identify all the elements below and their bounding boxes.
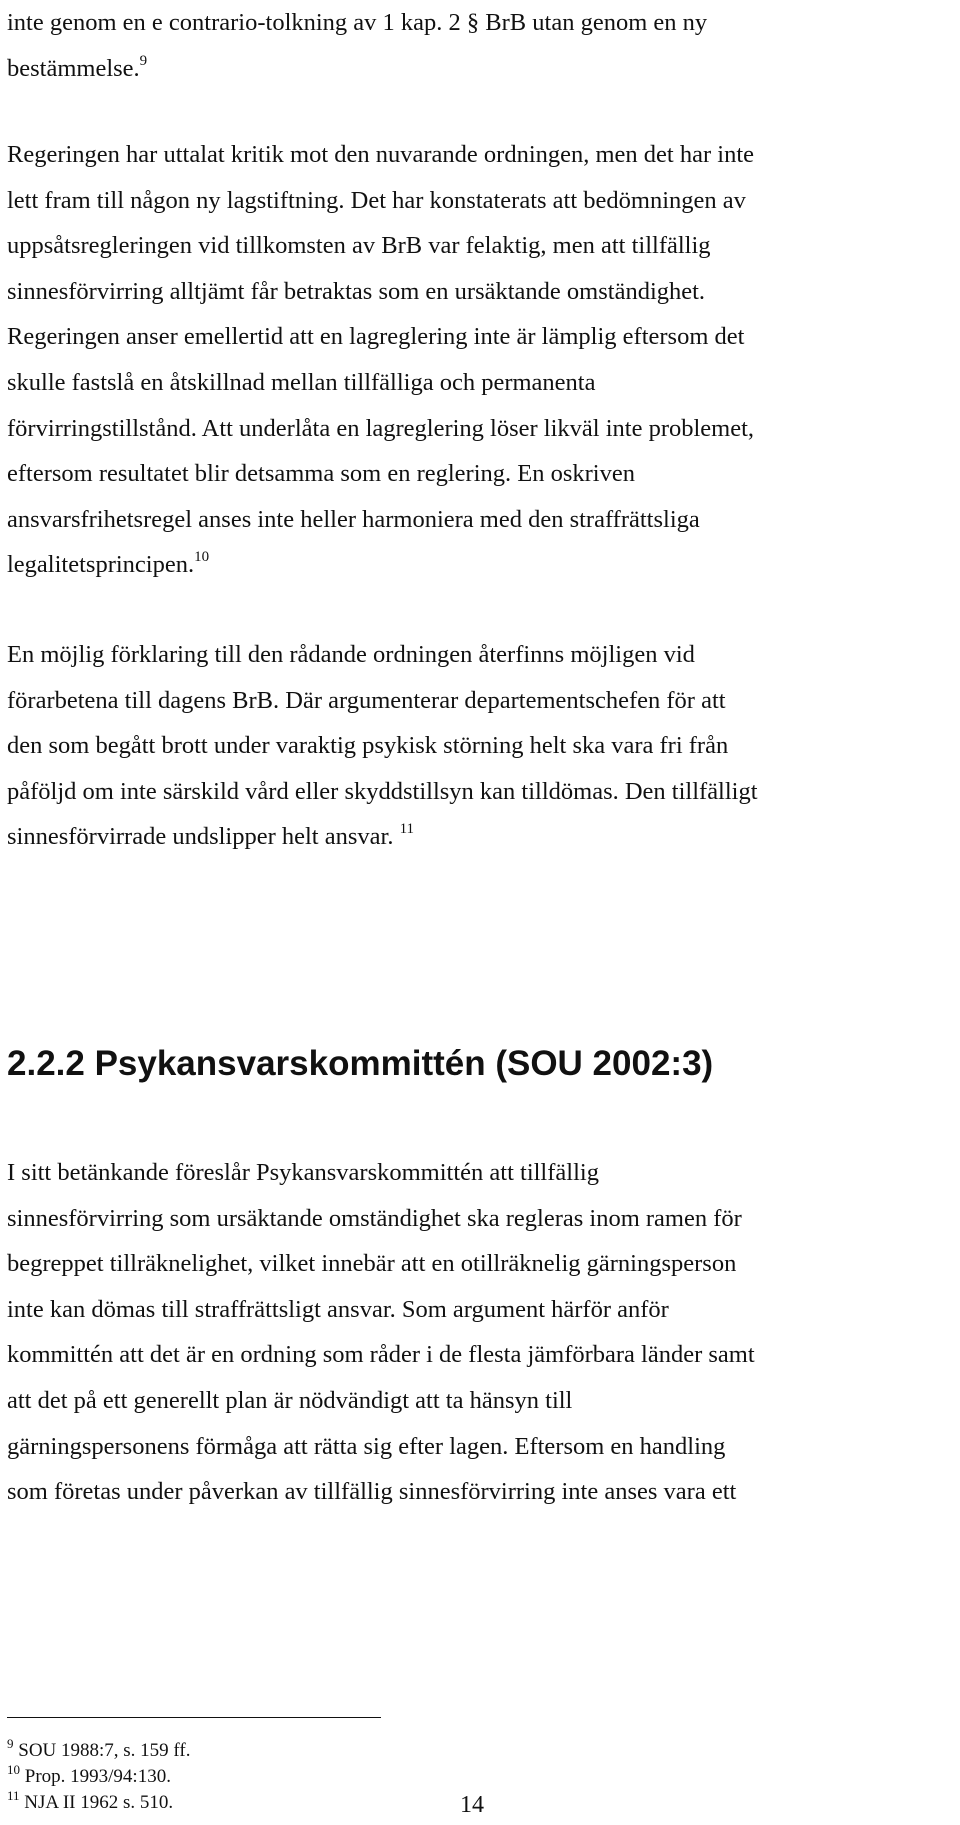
footnote-ref: 11 [399,821,415,838]
text-line: förvirringstillstånd. Att underlåta en lagreglering löser likväl inte problemet, [7,414,755,442]
text-line: kommittén att det är en ordning som råder i de flesta jämförbara länder samt [7,1341,755,1369]
text-line: I sitt betänkande föreslår Psykansvarskommittén att tillfällig [7,1159,599,1186]
text-line: sinnesförvirring alltjämt får betraktas som en ursäktande omständighet. [7,277,706,305]
footnote-number: 9 [7,1736,14,1751]
text-line: Regeringen anser emellertid att en lagreglering inte är lämplig eftersom det [7,323,745,351]
text-line [7,46,957,92]
text-line: som företas under påverkan av tillfällig sinnesförvirring inte anses vara ett [7,1478,737,1506]
text-line: påföljd om inte särskild vård eller skyddstillsyn kan tilldömas. Den tillfälligt [7,777,758,805]
footnote-number: 10 [7,1762,20,1777]
text-line: gärningspersonens förmåga att rätta sig efter lagen. Eftersom en handling [7,1432,726,1460]
section-heading: 2.2.2 Psykansvarskommittén (SOU 2002:3) [7,1044,714,1083]
paragraph-1 [7,0,957,91]
text-line: begreppet tillräknelighet, vilket innebär att en otillräknelig gärningsperson [7,1250,737,1278]
footnote-text: SOU 1988:7, s. 159 ff. [18,1740,191,1761]
text-line: En möjlig förklaring till den rådande ordningen återfinns möjligen vid [7,641,695,668]
text-line: uppsåtsregleringen vid tillkomsten av BrB var felaktig, men att tillfällig [7,232,711,260]
text-line: förarbetena till dagens BrB. Där argumenterar departementschefen för att [7,686,726,714]
paragraph-4 [7,1150,957,1515]
text-line: lett fram till någon ny lagstiftning. Det har konstaterats att bedömningen av [7,186,746,214]
footnote-ref: 9 [139,52,148,69]
text-line-content: legalitetsprincipen. [7,551,195,579]
text-line [7,814,957,860]
page-number: 14 [460,1792,484,1818]
footnote [7,1790,191,1816]
paragraph-3 [7,632,957,860]
text-line: ansvarsfrihetsregel anses inte heller harmoniera med den straffrättsliga [7,505,700,533]
footnote-number: 11 [7,1788,20,1803]
text-line: skulle fastslå en åtskillnad mellan tillfälliga och permanenta [7,368,596,396]
footnote-divider [7,1717,381,1718]
footnote-ref: 10 [194,549,210,566]
text-line: sinnesförvirring som ursäktande omständighet ska regleras inom ramen för [7,1204,742,1232]
text-line: eftersom resultatet blir detsamma som en reglering. En oskriven [7,460,635,488]
footnote-text: NJA II 1962 s. 510. [24,1792,174,1813]
text-line [7,542,957,588]
text-line: Regeringen har uttalat kritik mot den nuvarande ordningen, men det har inte [7,141,755,168]
paragraph-2 [7,132,957,588]
text-line-content: bestämmelse. [7,54,140,82]
footnotes [7,1738,191,1816]
text-line: att det på ett generellt plan är nödvändigt att ta hänsyn till [7,1386,573,1414]
footnote-text: Prop. 1993/94:130. [24,1766,171,1787]
text-line: inte genom en e contrario-tolkning av 1 kap. 2 § BrB utan genom en ny [7,9,708,36]
footnote [7,1764,191,1790]
footnote [7,1738,191,1764]
text-line-content: sinnesförvirrade undslipper helt ansvar. [7,823,394,851]
text-line: inte kan dömas till straffrättsligt ansvar. Som argument härför anför [7,1295,669,1323]
text-line: den som begått brott under varaktig psykisk störning helt ska vara fri från [7,732,729,760]
